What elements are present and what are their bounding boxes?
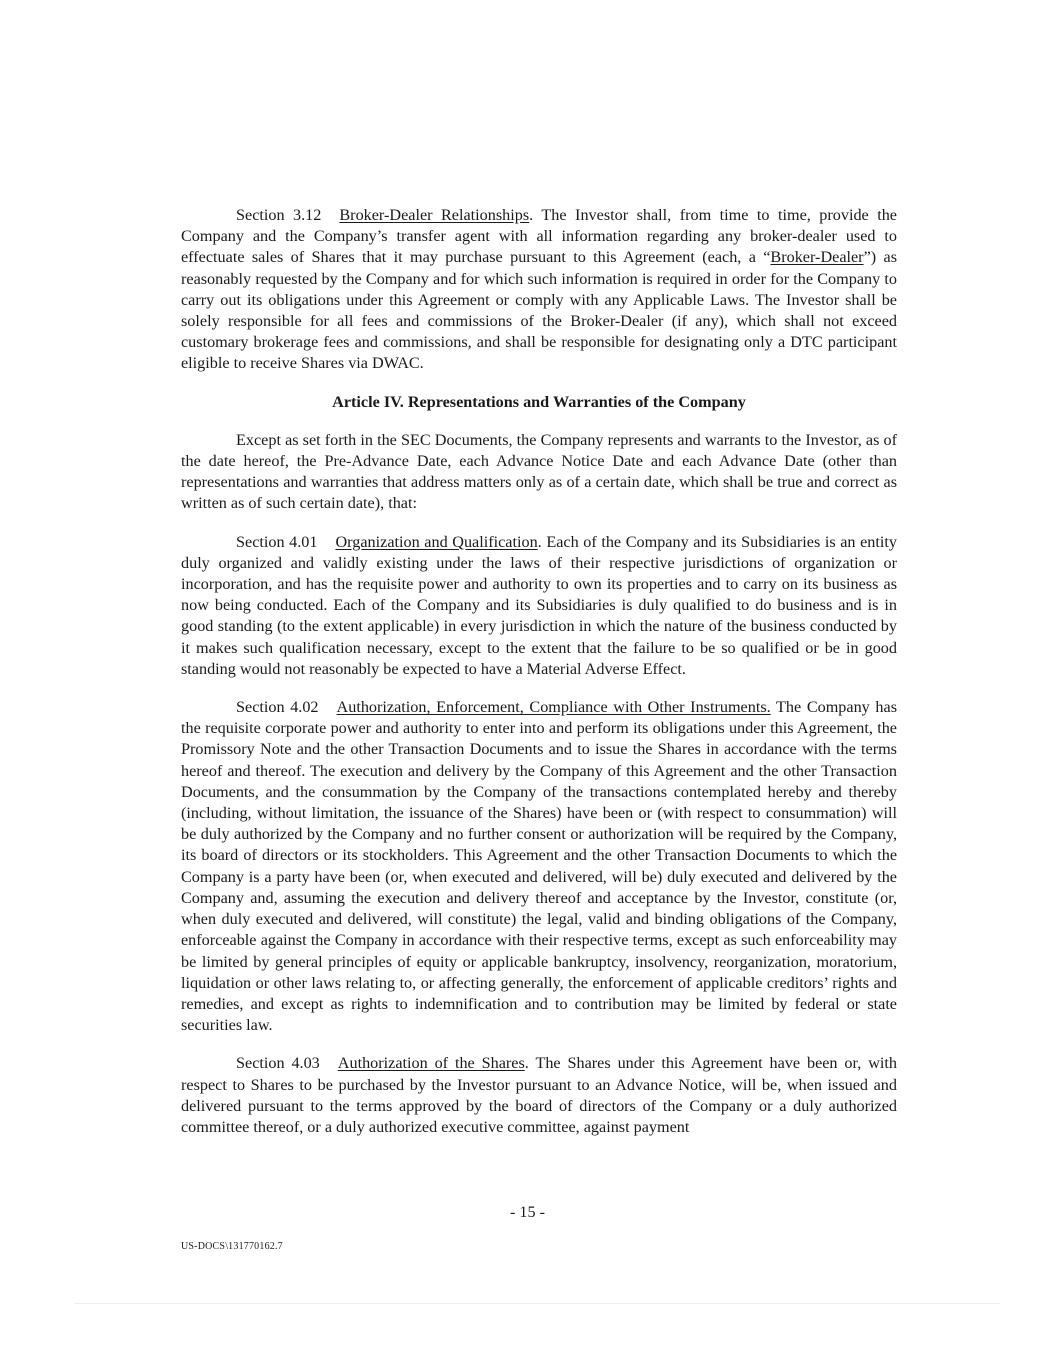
page-number: - 15 - (509, 1203, 546, 1221)
section-text: The Company has the requisite corporate power and authority to enter into and perform its obligations under this Agreement, the Promissory Note and the other Transaction Documents and to issue the Shares in accordance with the terms hereof and thereof. The execution and delivery by the Company of this Agreement and the other Transaction Documents, and the consummation by the Company of the transactions contemplated hereby and thereby (including, without limitation, the issuance of the Shares) have been or (with respect to consummation) will be duly authorized by the Company and no further consent or authorization will be required by the Company, its board of directors or its stockholders. This Agreement and the other Transaction Documents to which the Company is a party have been (or, when executed and delivered, will be) duly executed and delivered by the Company and, assuming the execution and delivery thereof and acceptance by the Investor, constitute (or, when duly executed and delivered, will constitute) the legal, valid and binding obligations of the Company, enforceable against the Company in accordance with their respective terms, except as such enforceability may be limited by general principles of equity or applicable bankruptcy, insolvency, reorganization, moratorium, liquidation or other laws relating to, or affecting generally, the enforcement of applicable creditors’ rights and remedies, and except as rights to indemnification and to contribution may be limited by federal or state securities law. (181, 698, 897, 1035)
section-number: Section 4.02 (236, 698, 319, 717)
document-id: US-DOCS\131770162.7 (181, 1241, 283, 1252)
section-number: Section 3.12 (236, 206, 322, 224)
section-title: Organization and Qualification (335, 532, 538, 551)
defined-term: Broker-Dealer (770, 248, 864, 267)
article-intro: Except as set forth in the SEC Documents, the Company represents and warrants to the Investor, as of the date hereof, the Pre-Advance Date, each Advance Notice Date and each Advance Date (other than representations and warranties that address matters only as of a certain date, which shall be true and correct as written as of such certain date), that: (181, 430, 897, 513)
section-4-02 (181, 697, 897, 1036)
section-4-01 (181, 532, 897, 680)
section-3-12 (181, 205, 897, 375)
section-text: . The Shares under this Agreement have been or, with respect to Shares to be purchased by the Investor pursuant to an Advance Notice, will be, when issued and delivered pursuant to the terms approved by the board of directors of the Company or a duly authorized committee thereof, or a duly authorized executive committee, against payment (181, 1054, 897, 1136)
section-title: Authorization of the Shares (337, 1054, 525, 1073)
section-number: Section 4.03 (236, 1054, 320, 1073)
section-text: ”) as reasonably requested by the Company and for which such information is required in order for the Company to carry out its obligations under this Agreement or comply with any Applicable Laws. The Investor shall be solely responsible for all fees and commissions of the Broker-Dealer (if any), which shall not exceed customary brokerage fees and commissions, and shall be responsible for designating only a DTC participant eligible to receive Shares via DWAC. (181, 248, 897, 373)
section-text: . The Investor shall, from time to time, provide the Company and the Company’s transfer agent with all information regarding any broker-dealer used to effectuate sales of Shares that it may purchase pursuant to this Agreement (each, a “ (181, 206, 897, 267)
article-heading: Article IV. Representations and Warranties of the Company (332, 392, 746, 411)
section-title: Authorization, Enforcement, Compliance with Other Instruments. (336, 698, 771, 717)
page-divider (75, 1303, 1000, 1304)
section-number: Section 4.01 (236, 532, 318, 551)
section-text: . Each of the Company and its Subsidiaries is an entity duly organized and validly existing under the laws of their respective jurisdictions of organization or incorporation, and has the requisite power and authority to own its properties and to carry on its business as now being conducted. Each of the Company and its Subsidiaries is duly qualified to do business and is in good standing (to the extent applicable) in every jurisdiction in which the nature of the business conducted by it makes such qualification necessary, except to the extent that the failure to be so qualified or be in good standing would not reasonably be expected to have a Material Adverse Effect. (181, 532, 897, 678)
section-4-03 (181, 1053, 897, 1138)
section-title: Broker-Dealer Relationships (339, 206, 530, 224)
document-body (181, 205, 897, 1138)
